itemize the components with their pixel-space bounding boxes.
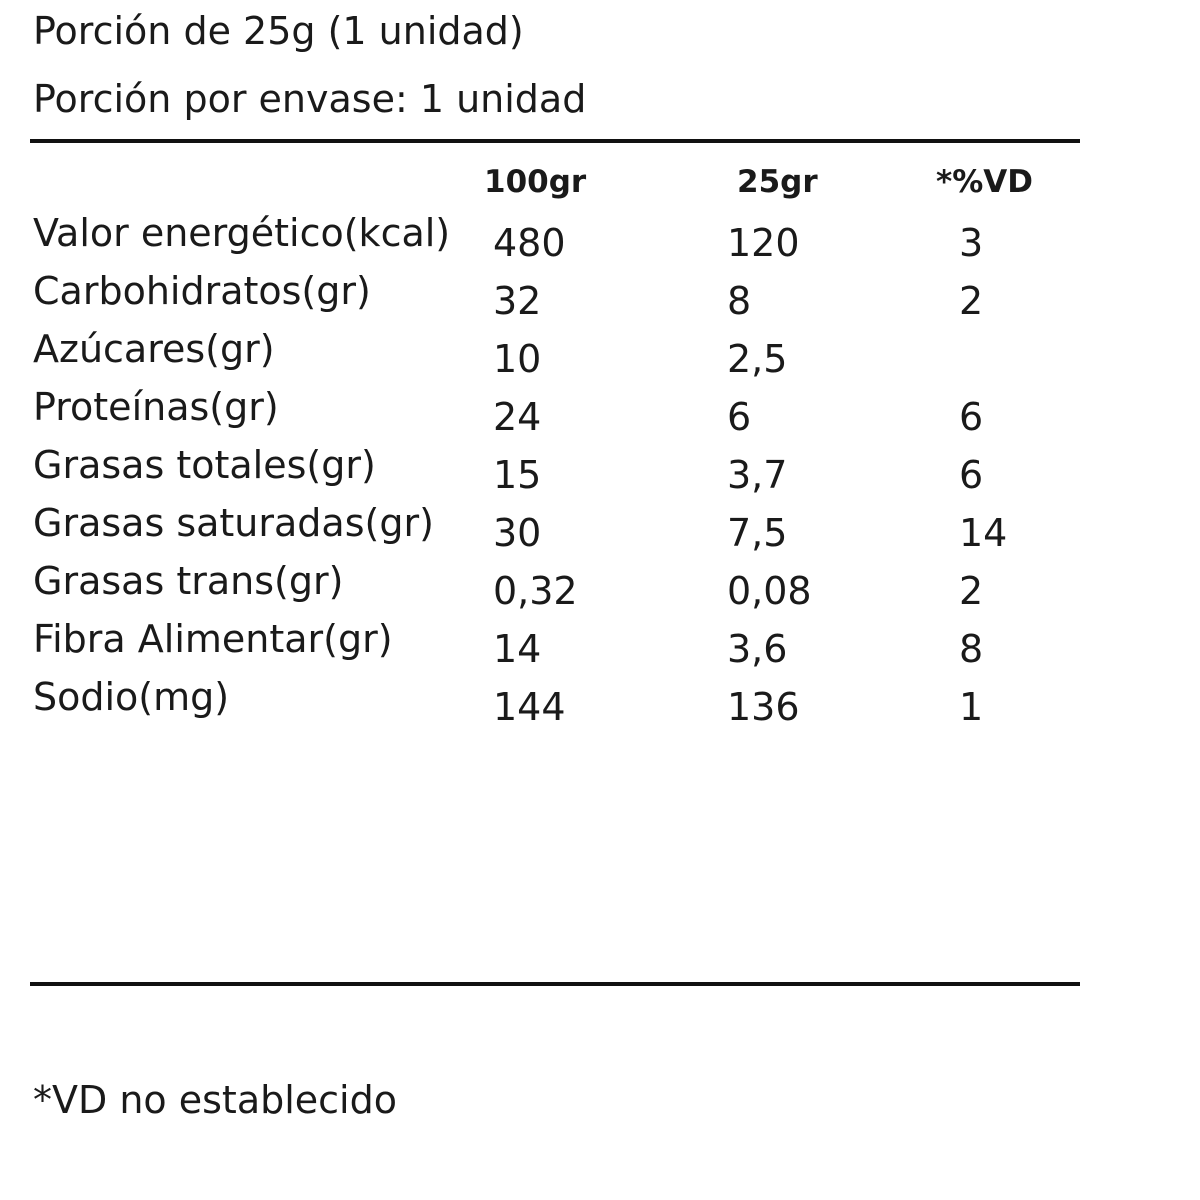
table-row [0, 501, 1200, 562]
column-header-vd: *%VD [936, 164, 1033, 200]
value-per-25gr: 8 [727, 279, 752, 323]
column-header-25gr: 25gr [737, 164, 818, 200]
nutrient-name: Grasas totales(gr) [33, 443, 376, 487]
value-vd: 2 [959, 569, 984, 613]
value-per-100gr: 14 [493, 627, 542, 671]
nutrient-name: Sodio(mg) [33, 675, 230, 719]
value-vd: 3 [959, 221, 984, 265]
bottom-divider [30, 982, 1080, 986]
column-header-100gr: 100gr [484, 164, 587, 200]
value-per-100gr: 480 [493, 221, 566, 265]
value-vd: 14 [959, 511, 1008, 555]
serving-size: Porción de 25g (1 unidad) [33, 9, 524, 53]
value-per-25gr: 2,5 [727, 337, 788, 381]
nutrient-name: Grasas trans(gr) [33, 559, 344, 603]
value-vd: 6 [959, 395, 984, 439]
value-vd: 2 [959, 279, 984, 323]
value-per-25gr: 3,7 [727, 453, 788, 497]
table-row [0, 327, 1200, 388]
value-per-100gr: 30 [493, 511, 542, 555]
nutrient-name: Grasas saturadas(gr) [33, 501, 434, 545]
servings-per-container: Porción por envase: 1 unidad [33, 77, 587, 121]
value-per-100gr: 32 [493, 279, 542, 323]
value-vd: 1 [959, 685, 984, 729]
value-per-100gr: 10 [493, 337, 542, 381]
nutrient-name: Valor energético(kcal) [33, 211, 451, 255]
top-divider [30, 139, 1080, 143]
value-per-100gr: 144 [493, 685, 566, 729]
value-per-100gr: 24 [493, 395, 542, 439]
table-row [0, 211, 1200, 272]
table-row [0, 675, 1200, 736]
footnote: *VD no establecido [33, 1078, 397, 1122]
nutrient-name: Azúcares(gr) [33, 327, 275, 371]
value-per-25gr: 0,08 [727, 569, 812, 613]
value-per-100gr: 0,32 [493, 569, 578, 613]
value-per-25gr: 3,6 [727, 627, 788, 671]
nutrient-name: Carbohidratos(gr) [33, 269, 371, 313]
nutrient-name: Proteínas(gr) [33, 385, 279, 429]
value-per-25gr: 6 [727, 395, 752, 439]
table-row [0, 559, 1200, 620]
value-per-100gr: 15 [493, 453, 542, 497]
value-vd: 6 [959, 453, 984, 497]
value-per-25gr: 120 [727, 221, 800, 265]
value-per-25gr: 136 [727, 685, 800, 729]
table-row [0, 385, 1200, 446]
value-vd: 8 [959, 627, 984, 671]
table-row [0, 443, 1200, 504]
value-per-25gr: 7,5 [727, 511, 788, 555]
table-row [0, 617, 1200, 678]
table-row [0, 269, 1200, 330]
nutrient-name: Fibra Alimentar(gr) [33, 617, 393, 661]
